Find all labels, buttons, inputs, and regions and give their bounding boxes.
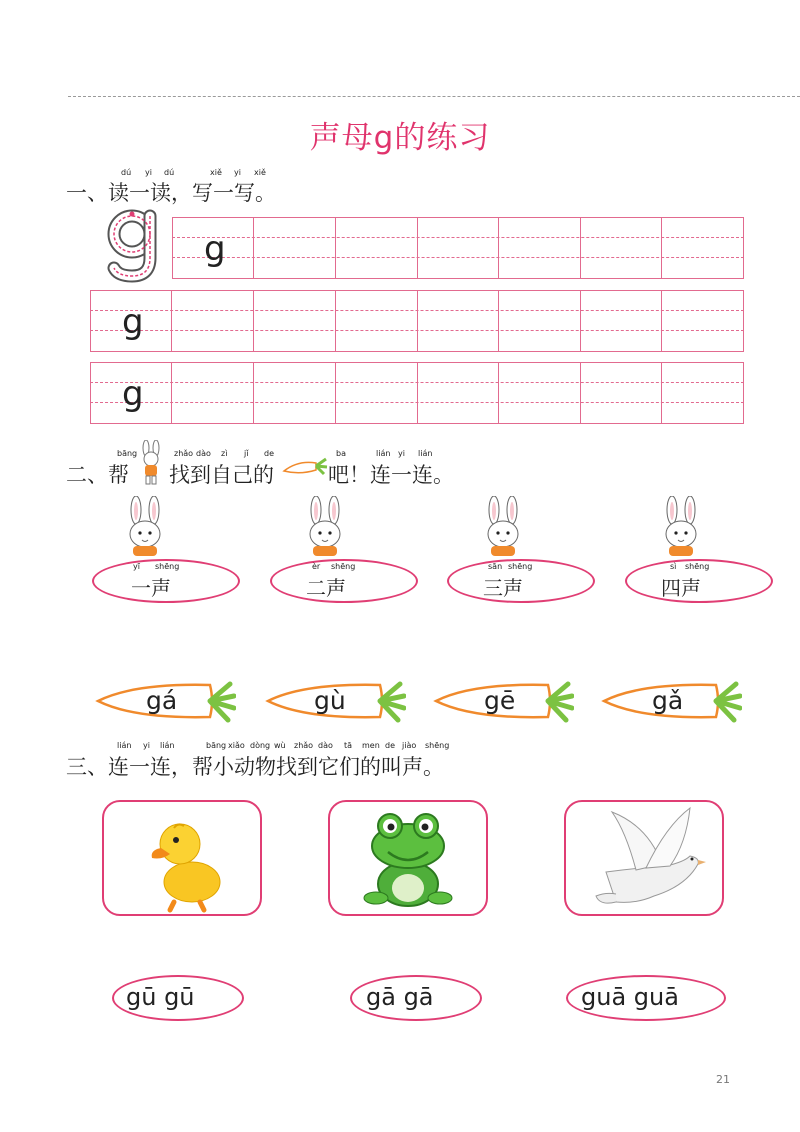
pinyin: dòng: [250, 741, 271, 750]
tone-label: 三声: [483, 576, 523, 600]
pinyin: xiě: [254, 168, 266, 177]
writing-grid-row-1[interactable]: [172, 217, 744, 279]
tone-label: 二声: [306, 576, 346, 600]
tone-label: 一声: [131, 576, 171, 600]
letter-g: g: [122, 302, 144, 342]
rabbit-icon: [656, 496, 706, 558]
page-title: 声母g的练习: [309, 120, 491, 156]
pinyin: dào: [196, 449, 211, 458]
carrot-icon: [282, 456, 328, 478]
pinyin: xiǎo: [228, 741, 245, 750]
pinyin: yī: [133, 562, 140, 571]
pinyin: lián: [376, 449, 391, 458]
pinyin: yi: [143, 741, 150, 750]
pinyin: de: [385, 741, 395, 750]
section-2-heading-part-2: 找到自己的: [169, 463, 274, 487]
pinyin: sì: [670, 562, 677, 571]
pinyin: èr: [312, 562, 321, 571]
top-divider: [68, 96, 800, 97]
letter-g: g: [204, 229, 226, 269]
pinyin: xiě: [210, 168, 222, 177]
rabbit-icon: [136, 440, 166, 486]
rabbit-icon: [478, 496, 528, 558]
carrot-pinyin: gǎ: [652, 686, 684, 715]
section-3-heading: 三、连一连，帮小动物找到它们的叫声。: [66, 755, 444, 779]
section-2-heading-part-3: 吧！连一连。: [328, 463, 454, 487]
page-number: 21: [716, 1073, 730, 1086]
rabbit-icon: [120, 496, 170, 558]
pinyin: ba: [336, 449, 346, 458]
rabbit-icon: [300, 496, 350, 558]
pinyin: sān: [488, 562, 503, 571]
animal-card-frog[interactable]: [328, 800, 488, 916]
letter-g-stroke-guide: [104, 208, 168, 284]
pinyin: zhǎo: [294, 741, 314, 750]
pinyin: men: [362, 741, 380, 750]
dove-icon: [566, 802, 722, 914]
frog-icon: [330, 802, 486, 914]
pinyin: shēng: [331, 562, 356, 571]
pinyin: shēng: [155, 562, 180, 571]
pinyin: dú: [164, 168, 175, 177]
pinyin: lián: [160, 741, 175, 750]
pinyin: jiào: [402, 741, 417, 750]
pinyin: jǐ: [244, 449, 249, 458]
pinyin: dào: [318, 741, 333, 750]
pinyin: tā: [344, 741, 353, 750]
carrot-pinyin: gá: [146, 686, 178, 715]
pinyin: zì: [221, 449, 228, 458]
pinyin: zhǎo: [174, 449, 194, 458]
carrot-pinyin: gē: [484, 686, 516, 715]
section-2-heading-part-1: 二、帮: [66, 463, 129, 487]
tone-label: 四声: [661, 576, 701, 600]
pinyin: bāng: [206, 741, 227, 750]
pinyin: yi: [145, 168, 152, 177]
pinyin: yi: [234, 168, 241, 177]
animal-card-dove[interactable]: [564, 800, 724, 916]
pinyin: shēng: [508, 562, 533, 571]
pinyin: lián: [117, 741, 132, 750]
pinyin: shēng: [425, 741, 450, 750]
pinyin: lián: [418, 449, 433, 458]
letter-g: g: [122, 374, 144, 414]
section-1-heading: 一、读一读，写一写。: [66, 181, 276, 205]
sound-pinyin: gā gā: [366, 983, 434, 1011]
carrot-pinyin: gù: [314, 686, 346, 715]
animal-card-duck[interactable]: [102, 800, 262, 916]
pinyin: yi: [398, 449, 405, 458]
duck-icon: [104, 802, 260, 914]
pinyin: shēng: [685, 562, 710, 571]
pinyin: de: [264, 449, 274, 458]
writing-grid-row-3[interactable]: [90, 362, 744, 424]
pinyin: dú: [121, 168, 132, 177]
pinyin: wù: [274, 741, 286, 750]
sound-pinyin: gū gū: [126, 983, 195, 1011]
writing-grid-row-2[interactable]: [90, 290, 744, 352]
sound-pinyin: guā guā: [581, 983, 679, 1011]
pinyin: bāng: [117, 449, 138, 458]
